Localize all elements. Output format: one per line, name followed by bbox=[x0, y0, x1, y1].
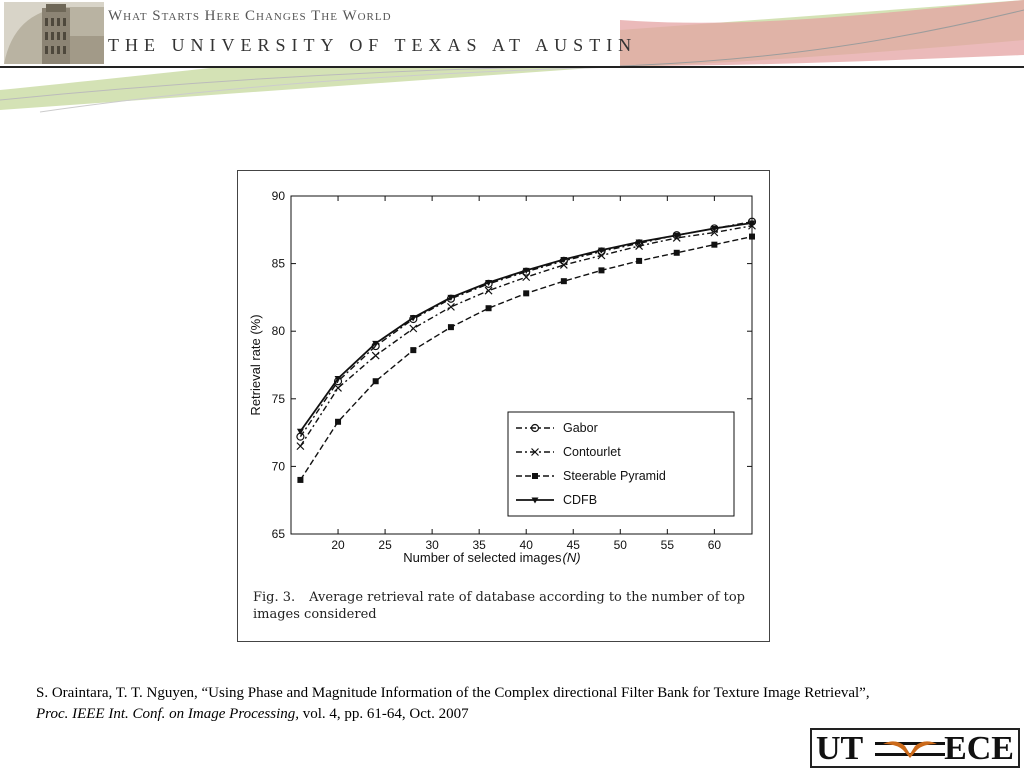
header-divider bbox=[0, 66, 1024, 68]
data-point-steerable-pyramid bbox=[410, 347, 416, 353]
citation bbox=[36, 683, 896, 725]
x-tick-label: 55 bbox=[660, 538, 675, 552]
data-point-contourlet bbox=[410, 325, 417, 332]
legend-label-cdfb: CDFB bbox=[563, 493, 598, 507]
citation-venue: Proc. IEEE Int. Conf. on Image Processing, bbox=[36, 706, 300, 722]
x-tick-label: 50 bbox=[613, 538, 627, 552]
logo-ut-text: UT bbox=[816, 730, 864, 767]
data-point-contourlet bbox=[335, 384, 342, 391]
figure-frame bbox=[237, 170, 770, 642]
figure-caption bbox=[253, 589, 761, 623]
citation-authors-title: S. Oraintara, T. T. Nguyen, “Using Phase and Magnitude Information of the Complex directional Filter Bank for Texture Image Retrieval”, bbox=[36, 685, 870, 701]
x-tick-label: 60 bbox=[707, 538, 722, 552]
x-tick-label: 30 bbox=[425, 538, 439, 552]
data-point-steerable-pyramid bbox=[561, 278, 567, 284]
y-tick-label: 80 bbox=[271, 324, 285, 339]
y-tick-label: 70 bbox=[271, 459, 285, 474]
data-point-contourlet bbox=[297, 443, 304, 450]
data-point-steerable-pyramid bbox=[674, 250, 680, 256]
data-point-steerable-pyramid bbox=[486, 305, 492, 311]
series-line-gabor bbox=[300, 222, 752, 437]
figure-caption-label: Fig. 3. bbox=[253, 590, 296, 605]
retrieval-rate-chart bbox=[238, 171, 769, 581]
data-point-steerable-pyramid bbox=[373, 378, 379, 384]
data-point-steerable-pyramid bbox=[335, 419, 341, 425]
data-point-steerable-pyramid bbox=[297, 477, 303, 483]
legend-label-gabor: Gabor bbox=[563, 421, 598, 435]
legend-marker-steerable-pyramid bbox=[532, 473, 538, 479]
logo-ece-text: ECE bbox=[944, 730, 1014, 767]
y-tick-label: 90 bbox=[271, 189, 285, 203]
x-tick-label: 40 bbox=[519, 538, 533, 552]
x-tick-label: 45 bbox=[566, 538, 580, 552]
x-axis-label: Number of selected images bbox=[403, 550, 562, 565]
ut-tower-icon bbox=[4, 2, 104, 64]
y-tick-label: 85 bbox=[271, 256, 285, 271]
x-tick-label: 35 bbox=[472, 538, 486, 552]
data-point-contourlet bbox=[372, 352, 379, 359]
y-tick-label: 65 bbox=[271, 527, 285, 541]
data-point-steerable-pyramid bbox=[636, 258, 642, 264]
header-tagline: What Starts Here Changes The World bbox=[108, 8, 392, 24]
data-point-steerable-pyramid bbox=[598, 267, 604, 273]
y-tick-label: 75 bbox=[271, 391, 285, 406]
data-point-steerable-pyramid bbox=[523, 290, 529, 296]
x-tick-label: 20 bbox=[331, 538, 345, 552]
legend-label-steerable-pyramid: Steerable Pyramid bbox=[563, 469, 666, 483]
data-point-contourlet bbox=[485, 287, 492, 294]
header-title-area bbox=[0, 0, 638, 66]
legend-label-contourlet: Contourlet bbox=[563, 445, 621, 459]
x-tick-label: 25 bbox=[378, 538, 392, 552]
data-point-steerable-pyramid bbox=[749, 234, 755, 240]
longhorn-icon bbox=[875, 738, 945, 760]
data-point-steerable-pyramid bbox=[448, 324, 454, 330]
x-axis-label-italic: (N) bbox=[562, 550, 581, 565]
series-line-cdfb bbox=[300, 223, 752, 431]
y-axis-label: Retrieval rate (%) bbox=[248, 314, 263, 416]
citation-details: vol. 4, pp. 61-64, Oct. 2007 bbox=[299, 706, 469, 722]
header-university-name: THE UNIVERSITY OF TEXAS AT AUSTIN bbox=[108, 35, 638, 55]
ut-ece-logo bbox=[810, 728, 1020, 768]
figure-caption-text: Average retrieval rate of database according to the number of top images considered bbox=[253, 590, 746, 622]
data-point-steerable-pyramid bbox=[711, 242, 717, 248]
data-point-contourlet bbox=[447, 303, 454, 310]
